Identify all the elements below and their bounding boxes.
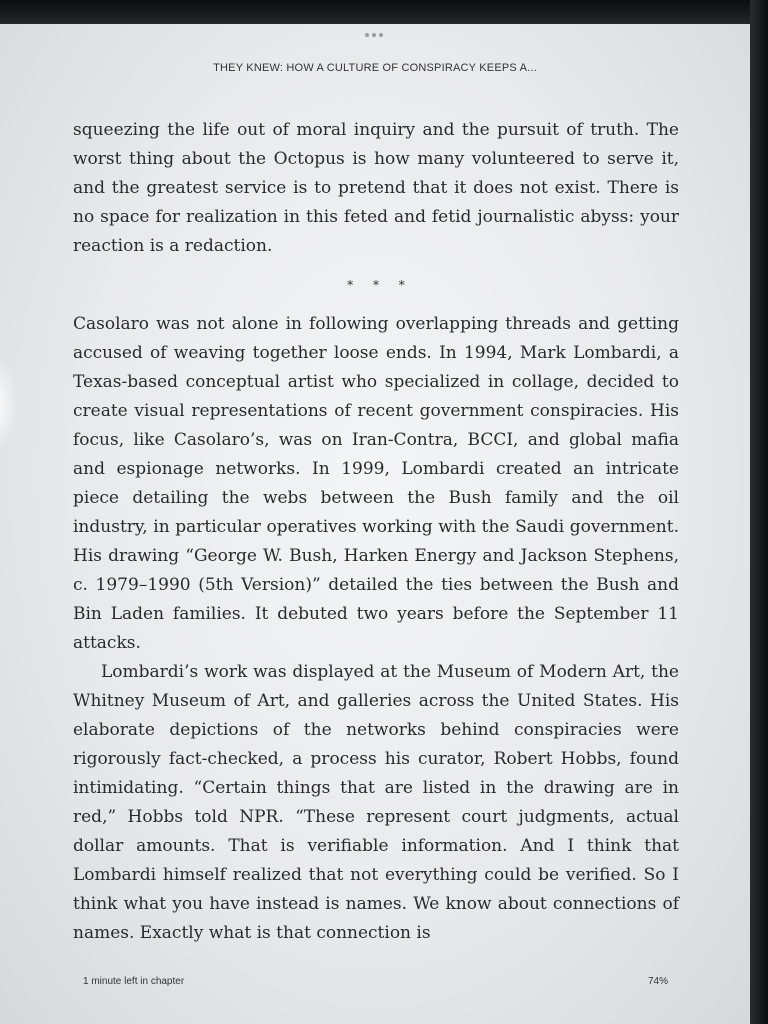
reader-screen[interactable] xyxy=(0,24,750,1024)
device-bezel-top xyxy=(0,0,768,24)
device-bezel-right xyxy=(750,0,768,1024)
dot xyxy=(365,33,369,37)
more-options-icon[interactable] xyxy=(365,33,383,37)
dot xyxy=(379,33,383,37)
book-title[interactable]: THEY KNEW: HOW A CULTURE OF CONSPIRACY KEEPS A... xyxy=(213,62,537,74)
reading-progress: 74% xyxy=(648,976,669,987)
section-separator: * * * xyxy=(347,278,413,292)
paragraph-1: squeezing the life out of moral inquiry and the pursuit of truth. The worst thing about the Octopus is how many volunteered to serve it, and the greatest service is to pretend that it does not exist. There is no space for realization in this feted and fetid journalistic abyss: your reaction is a redaction. xyxy=(73,120,679,256)
paragraph-3: Lombardi’s work was displayed at the Museum of Modern Art, the Whitney Museum of Art, and galleries across the United States. His elaborate depictions of the networks behind conspiracies were rigorously fact-checked, a process his curator, Robert Hobbs, found intimidating. “Certain things that are listed in the drawing are in red,” Hobbs told NPR. “These represent court judgments, actual dollar amounts. That is verifiable information. And I think that Lombardi himself realized that not everything could be verified. So I think what you have instead is names. We know about connections of names. Exactly what is that connection is xyxy=(73,662,679,943)
screen-glare xyxy=(0,354,18,454)
chapter-time-remaining: 1 minute left in chapter xyxy=(83,976,185,987)
paragraph-2: Casolaro was not alone in following overlapping threads and getting accused of weaving together loose ends. In 1994, Mark Lombardi, a Texas-based conceptual artist who specialized in collage, decided to create visual representations of recent government conspiracies. His focus, like Casolaro’s, was on Iran-Contra, BCCI, and global mafia and espionage networks. In 1999, Lombardi created an intricate piece detailing the webs between the Bush family and the oil industry, in particular operatives working with the Saudi government. His drawing “George W. Bush, Harken Energy and Jackson Stephens, c. 1979–1990 (5th Version)” detailed the ties between the Bush and Bin Laden families. It debuted two years before the September 11 attacks. xyxy=(73,314,679,653)
dot xyxy=(372,33,376,37)
page-text xyxy=(73,116,679,948)
